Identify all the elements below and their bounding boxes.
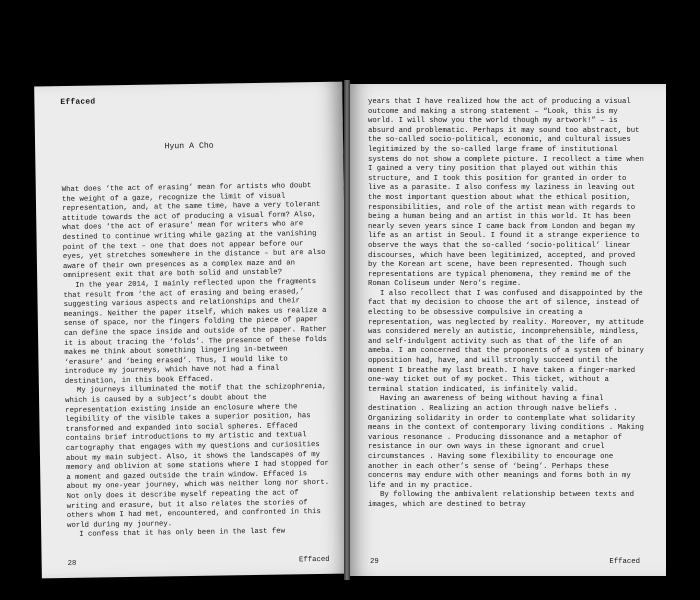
open-book bbox=[38, 84, 666, 576]
paragraph: My journeys illuminated the motif that the schizophrenia, which is caused by a subject’s doubt about the representation existing inside an enclosure where the legibility of the visible takes a superior position, has transformed and expanded into social spheres. Effaced contains brief introductions to my artistic and textual cartography that engages with my questions and curiosities about my main subject. Also, it shows the landscapes of my memory and oblivion at some stations where I had stopped for a moment and gazed outside the train window. Effaced is about my one-year journey, which was neither long nor short. Not only does it describe myself repeating the act of writing and erasure, but it also relates the stories of others whom I had met, encountered, and confronted in this world during my journey. bbox=[65, 383, 330, 530]
right-body-text bbox=[368, 98, 648, 511]
right-page bbox=[348, 84, 666, 576]
running-head: Effaced bbox=[60, 97, 96, 108]
left-body-text bbox=[62, 182, 334, 541]
paragraph: What does ‘the act of erasing’ mean for artists who doubt the weight of a gaze, recognize the limit of visual representation, and, at the same time, have a very tolerant attitude towards the act of producing a visual form? Also, what does ‘the act of erasure’ mean for writers who are destined to continue writing while gazing at the vanishing point of the text – one that does not appear before our eyes, yet stretches somewhere in the distance – but are also aware of their own presences as a complex maze and an omnipresent exit that are both solid and unstable? bbox=[61, 182, 326, 281]
paragraph: Having an awareness of being without having a final destination . Realizing an action through naïve beliefs . Organizing solidarity in order to contemplate what solidarity means in the context of contemporary living conditions . Making various resonance . Producing dissonance and a metaphor of resistance in our own ways in these ignorant and cruel circumstances . Having some flexibility to encourage one another in each other’s sense of ‘being’. Perhaps these concerns may endure with other meanings and forms both in my life and in my practice. bbox=[368, 395, 644, 490]
page-number: 28 bbox=[67, 559, 77, 568]
footer-title: Effaced bbox=[298, 555, 330, 565]
paragraph: In the year 2014, I mainly reflected upon the fragments that result from ‘the act of erasing and being erased,’ suggesting various aspects and relationships and their meanings. Neither the paper itself, which makes us realize a sense of space, nor the fingers folding the piece of paper can define the space inside and outside of the paper. Rather it is about tracing the ‘folds’. The presence of these folds makes me think about something lingering in-between ‘erasure’ and ‘being erased’. Thus, I would like to introduce my journeys, which have not had a final destination, in this book Effaced. bbox=[63, 277, 327, 386]
author-name: Hyun A Cho bbox=[164, 141, 214, 152]
paragraph: I confess that it has only been in the last few bbox=[79, 527, 286, 540]
paragraph: I also recollect that I was confused and disappointed by the fact that my decision to choose the art of silence, instead of electing to be obsessive compulsive in creating a representation, was neglected by reality. Moreover, my attitude was considered merely an autistic, incomprehensible, mindless, and self-indulgent activity such as that of the life of an ameba. I am concerned that the proponents of a system of binary opposition had, have, and will strongly succeed until the moment I breathe my last breath. I have taken a finger-marked one-way ticket out of my pocket. This ticket, without a terminal station indicated, is infinitely valid. bbox=[368, 289, 644, 394]
paragraph: years that I have realized how the act of producing a visual outcome and making a strong statement – “Look, this is my world. I will show you the world though my artwork!” – is absurd and problematic. Perhaps it may sound too abstract, but the so-called socio-political, economic, and cultural issues legitimized by the so-called large frame of institutional systems do not show a complete picture. I recollect a time when I gained a very tiny position that played out within this structure, and I took this position for granted in order to live as a parasite. I also confess my laziness in leaving out the most important question about what the ethical position, responsibilities, and role of the artist mean with regards to being a human being and an artist in this world. It has been nearly seven years since I came back from London and began my life as an artist in Seoul. I found it a strange experience to observe the ways that the so-called ‘socio-political’ linear discourses, which have been legitimized, accepted, and proved by the Korean art scene, have been represented. Though such representations are typical phenomena, they remind me of the Roman Coliseum under Nero’s regime. bbox=[368, 98, 644, 289]
paragraph: By following the ambivalent relationship between texts and images, which are destined to betray bbox=[368, 491, 634, 509]
footer-title: Effaced bbox=[609, 558, 640, 566]
left-page bbox=[34, 82, 350, 579]
page-number: 29 bbox=[370, 558, 379, 566]
book-gutter bbox=[344, 80, 350, 580]
